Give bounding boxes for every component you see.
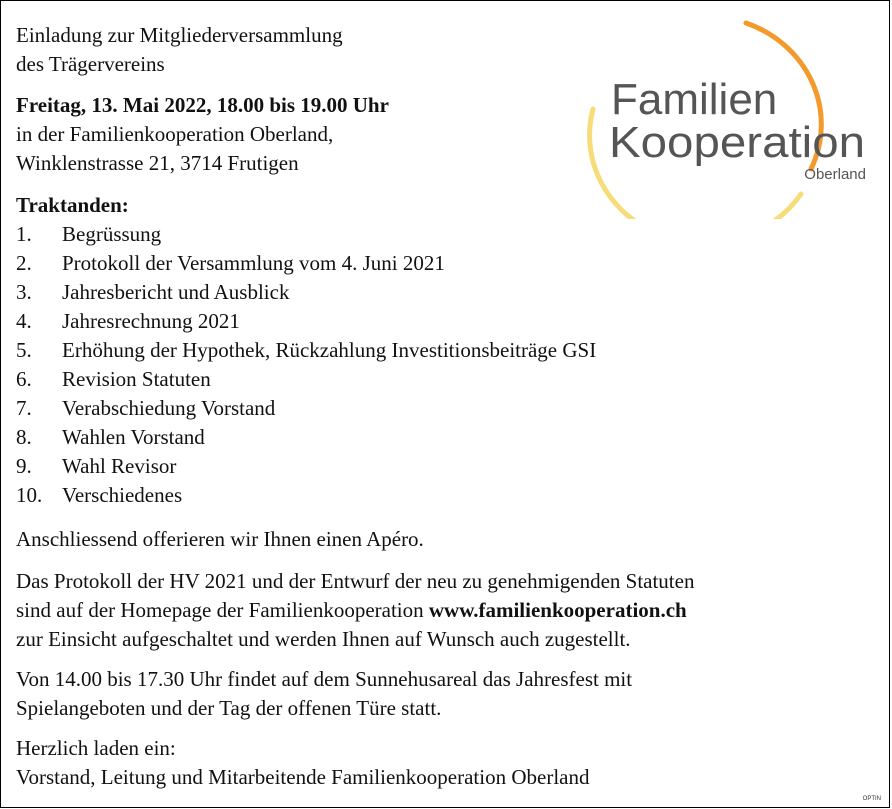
- agenda-item: [16, 423, 596, 452]
- agenda-item-number: 7.: [16, 396, 32, 420]
- agenda-list: [16, 220, 596, 510]
- agenda-item-text: Verschiedenes: [62, 483, 183, 507]
- agenda-item-number: 4.: [16, 309, 32, 333]
- agenda-item-text: Jahresbericht und Ausblick: [62, 280, 290, 304]
- agenda-item: [16, 336, 596, 365]
- protocol-line-1: Das Protokoll der HV 2021 und der Entwurf der neu zu genehmigenden Statuten: [16, 569, 695, 593]
- agenda-item-number: 8.: [16, 425, 32, 449]
- closing-line-2: Vorstand, Leitung und Mitarbeitende Familienkooperation Oberland: [16, 765, 590, 789]
- agenda: [16, 191, 596, 510]
- agenda-heading: Traktanden:: [16, 193, 129, 217]
- agenda-item-number: 5.: [16, 338, 32, 362]
- agenda-item-text: Begrüssung: [62, 222, 162, 246]
- agenda-item: [16, 307, 596, 336]
- event-location-line-2: Winklenstrasse 21, 3714 Frutigen: [16, 151, 299, 175]
- protocol-paragraph: [16, 567, 694, 654]
- agenda-item-text: Wahl Revisor: [62, 454, 177, 478]
- protocol-line-2: [16, 596, 694, 625]
- agenda-item-number: 2.: [16, 251, 32, 275]
- title-line-1: Einladung zur Mitgliederversammlung: [16, 23, 343, 47]
- agenda-item-text: Jahresrechnung 2021: [62, 309, 240, 333]
- agenda-item-text: Revision Statuten: [62, 367, 211, 391]
- agenda-item: [16, 481, 596, 510]
- fest-line-2: Spielangeboten und der Tag der offenen Türe statt.: [16, 696, 442, 720]
- event-date: Freitag, 13. Mai 2022, 18.00 bis 19.00 Uhr: [16, 93, 389, 117]
- logo-word-oberland: Oberland: [804, 166, 866, 183]
- protocol-line-3: zur Einsicht aufgeschaltet und werden Ihnen auf Wunsch auch zugestellt.: [16, 627, 631, 651]
- logo-word-kooperation: Kooperation: [609, 118, 865, 167]
- agenda-item: [16, 220, 596, 249]
- agenda-item-number: 6.: [16, 367, 32, 391]
- agenda-item-text: Wahlen Vorstand: [62, 425, 205, 449]
- closing-paragraph: [16, 734, 589, 792]
- apero-paragraph: [16, 525, 424, 554]
- logo-word-familien: Familien: [611, 75, 778, 124]
- protocol-line-2-text: sind auf der Homepage der Familienkooperation: [16, 598, 429, 622]
- apero-text: Anschliessend offerieren wir Ihnen einen Apéro.: [16, 527, 424, 551]
- agenda-item: [16, 452, 596, 481]
- agenda-item-number: 10.: [16, 483, 43, 507]
- agenda-item: [16, 249, 596, 278]
- familienkooperation-logo: [581, 19, 871, 219]
- closing-line-1: Herzlich laden ein:: [16, 736, 176, 760]
- agenda-item-text: Verabschiedung Vorstand: [62, 396, 276, 420]
- fest-paragraph: [16, 665, 632, 723]
- optin-tag: OPTIN: [862, 796, 881, 802]
- title-line-2: des Trägervereins: [16, 52, 165, 76]
- event-location-line-1: in der Familienkooperation Oberland,: [16, 122, 334, 146]
- event-details: [16, 91, 389, 178]
- agenda-item-text: Protokoll der Versammlung vom 4. Juni 2021: [62, 251, 445, 275]
- homepage-link[interactable]: www.familienkooperation.ch: [428, 598, 687, 622]
- agenda-item: [16, 394, 596, 423]
- agenda-item-text: Erhöhung der Hypothek, Rückzahlung Investitionsbeiträge GSI: [62, 338, 597, 362]
- invitation-title: [16, 21, 343, 79]
- agenda-item-number: 3.: [16, 280, 32, 304]
- agenda-item-number: 9.: [16, 454, 32, 478]
- agenda-item-number: 1.: [16, 222, 32, 246]
- fest-line-1: Von 14.00 bis 17.30 Uhr findet auf dem Sunnehusareal das Jahresfest mit: [16, 667, 633, 691]
- agenda-item: [16, 365, 596, 394]
- agenda-item: [16, 278, 596, 307]
